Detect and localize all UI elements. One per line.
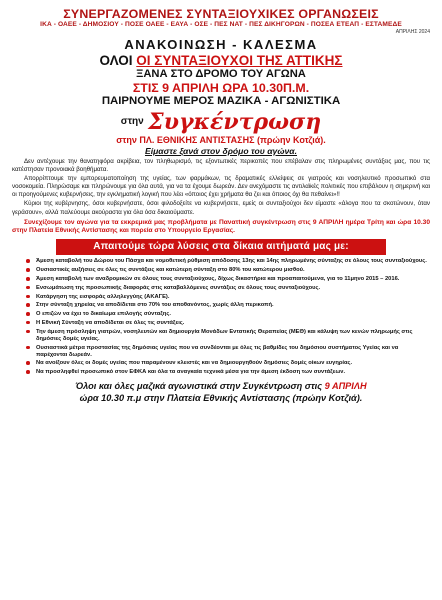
demand-text: Ο επιζών να έχει το δικαίωμα επιλογής σύνταξης. [36, 311, 171, 318]
paragraph: Κύριοι της κυβέρνησης, όσοι κυβερνήσατε, όσοι φιλοδοξείτε να κυβερνήσετε, εμείς οι συνταξιούχοι δεν είμαστε «άλογα που τα σκοτώνουν, όταν γεράσουν», αλλά παλεύουμε ακούραστα για όλα όσα δικαιούμαστε. [12, 200, 430, 216]
demand-item [26, 329, 430, 343]
demand-item [26, 311, 430, 318]
rally-location: στην ΠΛ. ΕΘΝΙΚΗΣ ΑΝΤΙΣΤΑΣΗΣ (πρώην Κοτζιά). [116, 135, 326, 145]
all-prefix: ΟΛΟΙ [99, 53, 137, 68]
bullet-icon [26, 268, 30, 272]
demand-text: Ουσιαστικές αυξήσεις σε όλες τις συντάξεις και κατώτερη σύνταξη στο 80% του κατώτερου μισθού. [36, 267, 305, 274]
bullet-icon [26, 370, 30, 374]
all-pensioners-line [12, 53, 430, 68]
demand-item [26, 345, 430, 359]
demand-item [26, 369, 430, 376]
demand-text: Να προσληφθεί προσωπικό στον ΕΦΚΑ και όλα τα αναγκαία τεχνικά μέσα για την άμεση έκδοση των συντάξεων. [36, 369, 346, 376]
demand-text: Να ανοίξουν όλες οι δομές υγείας που παραμένουν κλειστές και να δημιουργηθούν δημόσιες δομές οίκων ευγηρίας. [36, 360, 353, 367]
issue-date: ΑΠΡΙΛΗΣ 2024 [395, 29, 430, 35]
demand-text: Άμεση καταβολή του Δώρου του Πάσχα και νομοθετική ρύθμιση απόδοσης 13ης και 14ης πληρωμένης σύνταξης σε όλους τους συνταξιούχους. [36, 258, 427, 265]
closing-prefix: Όλοι και όλες μαζικά αγωνιστικά στην Συγκέντρωση στις [75, 381, 325, 392]
org-title: ΣΥΝΕΡΓΑΖΟΜΕΝΕΣ ΣΥΝΤΑΞΙΟΥΧΙΚΕΣ ΟΡΓΑΝΩΣΕΙΣ [63, 7, 379, 21]
demand-item [26, 302, 430, 309]
demand-text: Ενσωμάτωση της προσωπικής διαφοράς στις καταβαλλόμενες συντάξεις σε όλους τους συνταξιούχους. [36, 284, 321, 291]
participate-line: ΠΑΙΡΝΟΥΜΕ ΜΕΡΟΣ ΜΑΖΙΚΑ - ΑΓΩΝΙΣΤΙΚΑ [101, 95, 341, 107]
rally-word: Συγκέντρωση [148, 109, 322, 135]
paragraph: Απορρίπτουμε την εμπορευματοποίηση της υγείας, των φαρμάκων, τις δραματικές ελλείψεις σε γιατρούς και νοσηλευτικό προσωπικό στα νοσοκομεία. Πληρώσαμε και πληρώνουμε για όλα αυτά, για να τα έχουμε δωρεάν. Δεν ανεχόμαστε τις αντιλαϊκές πολιτικές που επιβάλουν η σημερινή και οι προηγούμενες κυβερνήσεις, την εγκληματική λογική που λέει «όποιος έχει χρήματα θα ζει και όποιος όχι θα πεθαίνει»!! [12, 175, 430, 199]
demand-text: Στην σύνταξη χηρείας να αποδίδεται στο 70% του αποθανόντος, χωρίς άλλη περικοπή. [36, 302, 274, 309]
announcement-heading: ΑΝΑΚΟΙΝΩΣΗ - ΚΑΛΕΣΜΑ [124, 37, 318, 52]
org-list: ΙΚΑ - ΟΑΕΕ - ΔΗΜΟΣΙΟΥ - ΠΟΣΕ ΟΑΕΕ - ΕΑΥΑ - ΟΣΕ - ΠΕΣ ΝΑΤ - ΠΕΣ ΔΙΚΗΓΟΡΩΝ - ΠΟΣΕΑ ΕΤΕΑΠ - ΕΣΤΑΜΕΔΕ [40, 21, 402, 28]
demand-item [26, 285, 430, 292]
bullet-icon [26, 321, 30, 325]
bullet-icon [26, 286, 30, 290]
demand-item [26, 258, 430, 265]
street-line: ΞΑΝΑ ΣΤΟ ΔΡΟΜΟ ΤΟΥ ΑΓΩΝΑ [136, 68, 306, 80]
rally-prefix: στην [120, 116, 144, 127]
demand-item [26, 360, 430, 367]
bullet-icon [26, 346, 30, 350]
demand-text: Την άμεση πρόσληψη γιατρών, νοσηλευτών και δημιουργία Μονάδων Εντατικής Θεραπείας (ΜΕΘ) και κάλυψη των κενών πληρωμής στις δημόσιες δομές υγείας. [36, 328, 413, 342]
bullet-icon [26, 303, 30, 307]
back-on-street: Είμαστε ξανά στον δρόμο του αγώνα. [144, 146, 297, 156]
paragraph: Δεν αντέχουμε την θανατηφόρα ακρίβεια, τον πληθωρισμό, τις εξοντωτικές περικοπές που επέβαλαν στις πληρωμένες συντάξεις μας, που τις κατέστησαν προνοιακά βοηθήματα. [12, 158, 430, 174]
demand-item [26, 267, 430, 274]
demand-text: Ουσιαστικά μέτρα προστασίας της δημόσιας υγείας που να συνδέονται με όλες τις βαθμίδες του δημόσιου συστήματος Υγείας και να παρέχονται δωρεάν. [36, 344, 399, 358]
bullet-icon [26, 259, 30, 263]
bullet-icon [26, 361, 30, 365]
bullet-icon [26, 312, 30, 316]
demand-text: Άμεση καταβολή των αναδρομικών σε όλους τους συνταξιούχους, δίχως δικαστήρια και προαπαιτούμενα, για το 11μηνο 2015 – 2016. [36, 276, 400, 283]
demand-item [26, 276, 430, 283]
demands-title-banner: Απαιτούμε τώρα λύσεις στα δίκαια αιτήματά μας με: [56, 239, 386, 255]
demand-item [26, 294, 430, 301]
demands-list [12, 258, 430, 376]
closing-call [12, 381, 430, 404]
bullet-icon [26, 277, 30, 281]
closing-date: 9 ΑΠΡΙΛΗ [324, 381, 367, 392]
bullet-icon [26, 330, 30, 334]
closing-line-2: ώρα 10.30 π.μ στην Πλατεία Εθνικής Αντίστασης (πρώην Κοτζιά). [79, 392, 363, 403]
attica-pensioners: ΟΙ ΣΥΝΤΑΞΙΟΥΧΟΙ ΤΗΣ ΑΤΤΙΚΗΣ [136, 53, 343, 68]
bullet-icon [26, 295, 30, 299]
date-time-line: ΣΤΙΣ 9 ΑΠΡΙΛΗ ΩΡΑ 10.30Π.Μ. [132, 81, 310, 95]
demand-text: Η Εθνική Σύνταξη να αποδίδεται σε όλες τις συντάξεις. [36, 319, 185, 326]
rally-heading [12, 109, 430, 135]
demand-text: Κατάργηση της εισφοράς αλληλεγγύης (ΑΚΑΓΕ). [36, 293, 170, 300]
rally-highlight: Συνεχίζουμε τον αγώνα για τα εκκρεμικά μας προβλήματα με Πανατtική συγκέντρωση στις 9 ΑΠΡΙΛΗ ημέρα Τρίτη και ώρα 10.30 στην Πλατεία Εθνικής Αντίστασης και πορεία στο Υπουργείο Εργασίας. [12, 218, 430, 235]
demand-item [26, 320, 430, 327]
closing-line-1 [12, 381, 430, 393]
